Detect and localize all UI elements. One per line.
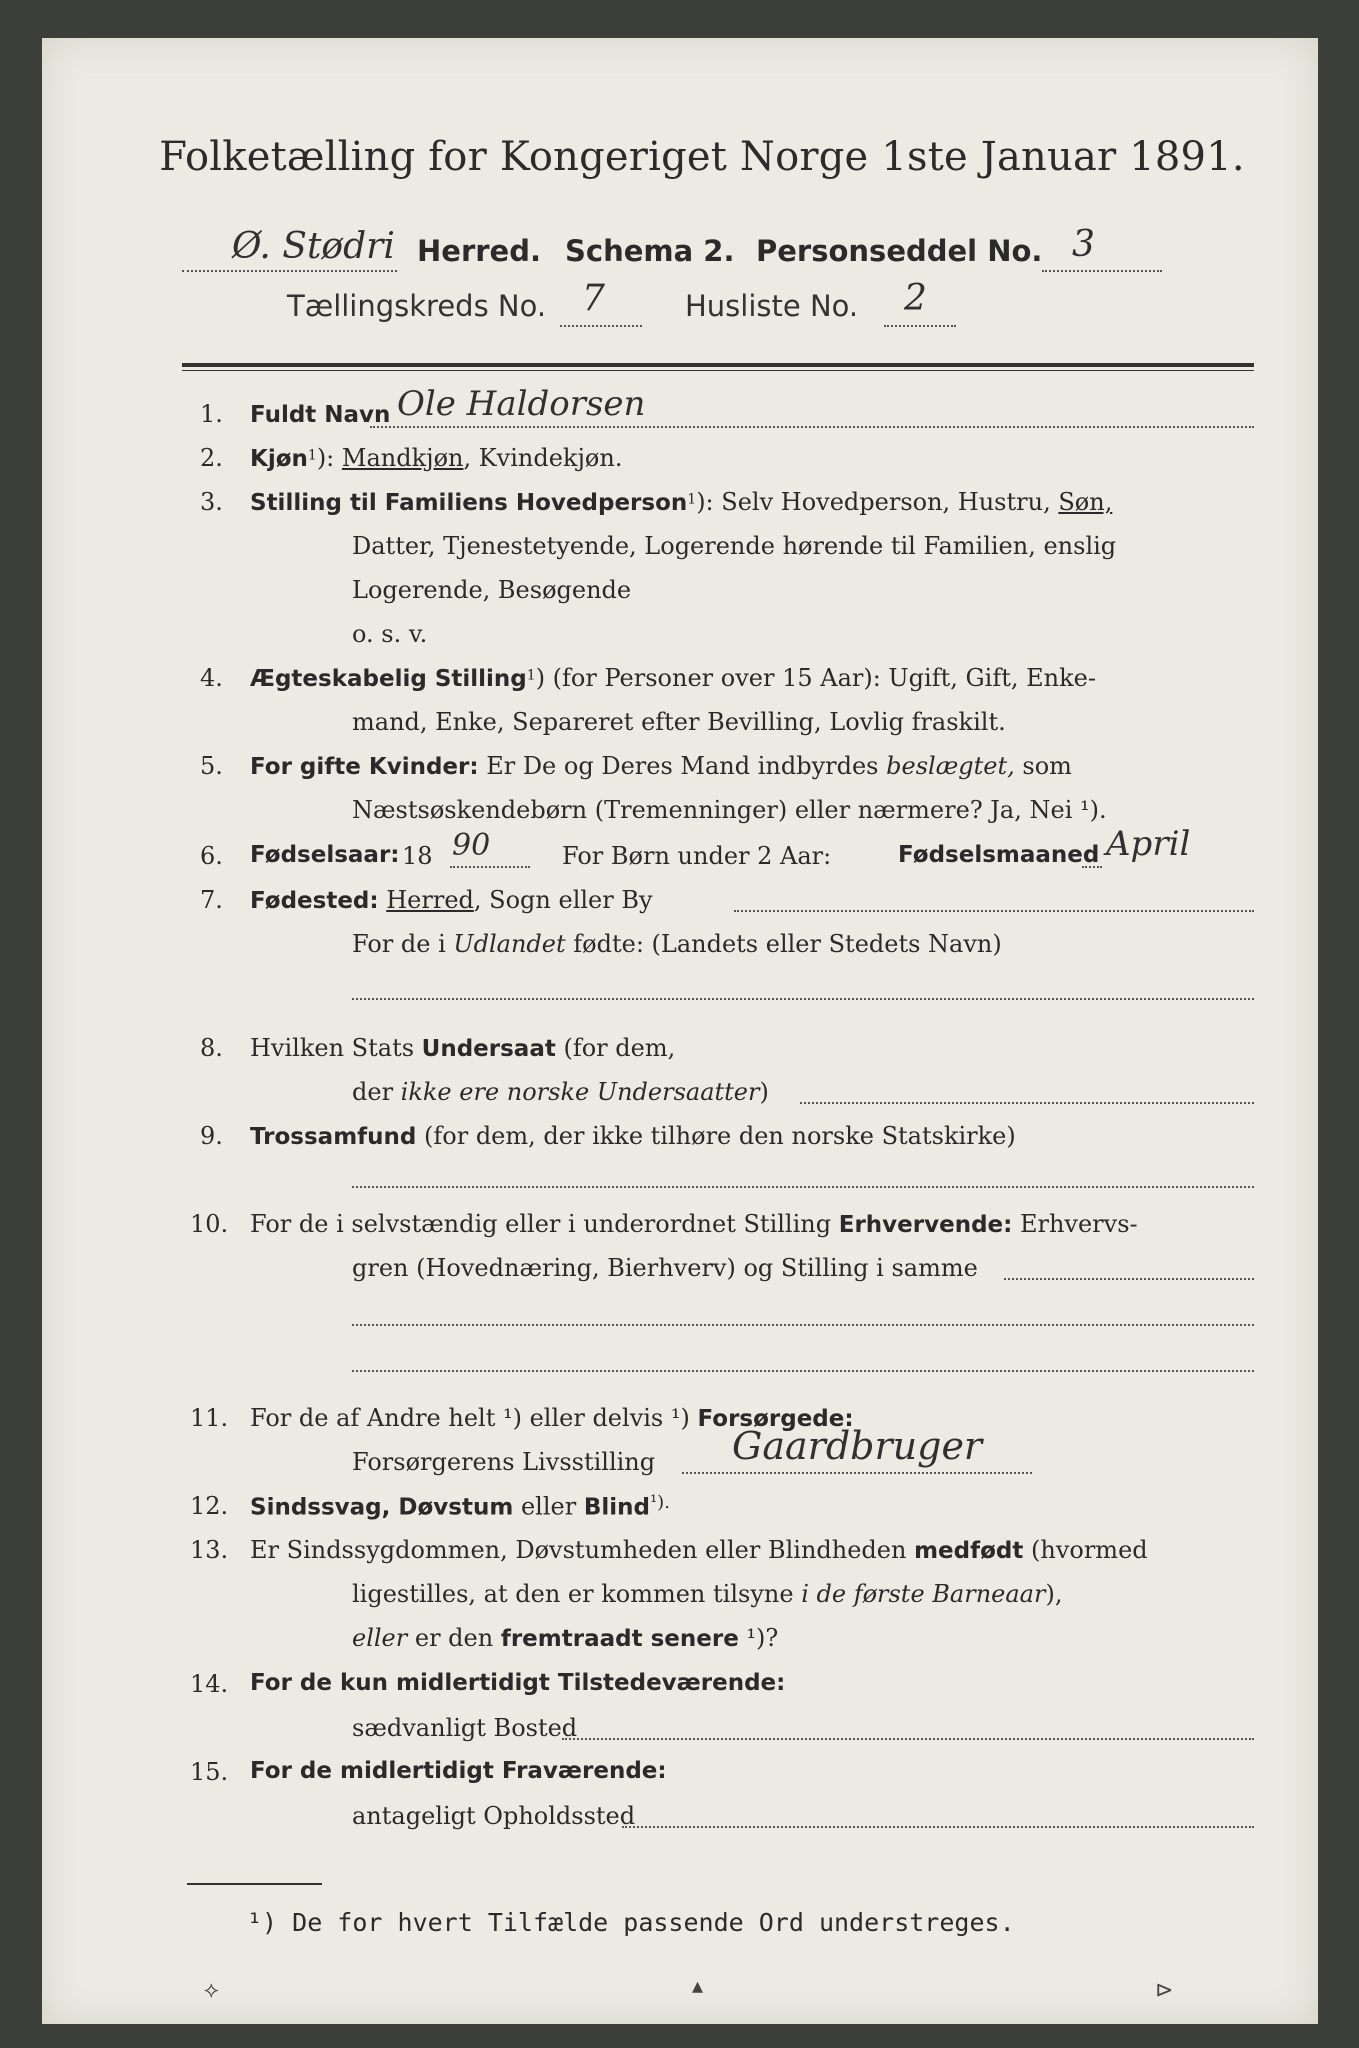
abroad-row: For de i Udlandet fødte: (Landets eller Stedets Navn) — [352, 930, 1002, 958]
occupation-dotted-line-1 — [1004, 1278, 1254, 1280]
abroad-dotted-line — [352, 998, 1254, 1000]
sex-sep: ): — [316, 444, 342, 472]
congenital-line2: ligestilles, at den er kommen tilsyne i de første Barneaar), — [352, 1580, 1063, 1608]
congenital-line3: eller er den fremtraadt senere ¹)? — [352, 1624, 779, 1652]
birth-year-prefix: 18 — [402, 842, 433, 870]
religion-label: Trossamfund — [250, 1124, 417, 1150]
full-name-value: Ole Haldorsen — [397, 384, 646, 424]
corner-mark-left-icon: ⟡ — [204, 1978, 219, 2003]
temp-present-label: For de kun midlertidigt Tilstedeværende: — [250, 1670, 786, 1696]
item-number: 5. — [200, 752, 223, 780]
occupation-dotted-line-2 — [352, 1324, 1254, 1326]
personseddel-dotted-line — [1042, 270, 1162, 272]
usual-residence-dotted-line — [562, 1738, 1254, 1740]
item-number: 14. — [190, 1670, 229, 1698]
item-number: 3. — [200, 488, 223, 516]
footnote: ¹) De for hvert Tilfælde passende Ord understreges. — [247, 1908, 1015, 1937]
citizenship-row: Hvilken Stats Undersaat (for dem, — [250, 1034, 676, 1062]
citizenship-dotted-line — [800, 1102, 1254, 1104]
corner-mark-center-icon: ▴ — [692, 1974, 704, 1999]
probable-location-label: antageligt Opholdssted — [352, 1802, 636, 1830]
position-line3: Logerende, Besøgende — [352, 576, 632, 604]
position-option-son: Søn, — [1058, 488, 1113, 516]
taellingskreds-value: 7 — [582, 278, 605, 319]
item-number: 2. — [200, 444, 223, 472]
position-line2: Datter, Tjenestetyende, Logerende hørende til Familien, enslig — [352, 532, 1117, 560]
birthplace-option-herred: Herred — [386, 886, 474, 914]
marital-options: ) (for Personer over 15 Aar): Ugift, Gift, Enke- — [535, 664, 1096, 692]
husliste-value: 2 — [904, 278, 927, 319]
personseddel-label: Personseddel No. — [756, 234, 1043, 268]
supporter-occupation-value: Gaardbruger — [732, 1424, 983, 1468]
marital-line2: mand, Enke, Separeret efter Bevilling, Lovlig fraskilt. — [352, 708, 1006, 736]
birth-month-intro: For Børn under 2 Aar: — [562, 842, 832, 870]
supporter-occupation-dotted-line — [682, 1472, 1032, 1474]
position-options: ): Selv Hovedperson, Hustru, — [696, 488, 1059, 516]
supporter-occupation-label: Forsørgerens Livsstilling — [352, 1448, 656, 1476]
taellingskreds-dotted-line — [560, 325, 642, 327]
item-number: 7. — [200, 886, 223, 914]
occupation-line2: gren (Hovednæring, Bierhverv) og Stilling i samme — [352, 1254, 978, 1282]
footnote-rule — [187, 1883, 322, 1885]
item-number: 4. — [200, 664, 223, 692]
congenital-row: Er Sindssygdommen, Døvstumheden eller Blindheden medfødt (hvormed — [250, 1536, 1148, 1564]
temp-absent-label: For de midlertidigt Fraværende: — [250, 1758, 667, 1784]
married-women-row: For gifte Kvinder: Er De og Deres Mand indbyrdes beslægtet, som — [250, 752, 1072, 780]
corner-mark-right-icon: ⊳ — [1155, 1978, 1174, 2003]
sex-row — [250, 444, 622, 472]
item-number: 15. — [190, 1758, 229, 1786]
item-number: 1. — [200, 400, 223, 428]
schema-label: Schema 2. — [565, 234, 735, 268]
herred-value: Ø. Stødri — [232, 226, 395, 267]
page-title: Folketælling for Kongeriget Norge 1ste Januar 1891. — [159, 134, 1245, 180]
sex-footnote-ref: 1 — [307, 447, 317, 464]
birth-month-label: Fødselsmaaned — [898, 842, 1100, 868]
usual-residence-label: sædvanligt Bosted — [352, 1714, 578, 1742]
husliste-label: Husliste No. — [685, 289, 859, 323]
item-number: 6. — [200, 842, 223, 870]
item-number: 10. — [190, 1210, 229, 1238]
married-women-line2: Næstsøskendebørn (Tremenninger) eller nærmere? Ja, Nei ¹). — [352, 796, 1107, 824]
position-line4: o. s. v. — [352, 620, 428, 648]
header-rule-thin — [182, 370, 1254, 371]
birth-month-dotted-line — [1082, 866, 1102, 868]
married-women-label: For gifte Kvinder: — [250, 754, 479, 780]
supported-row: For de af Andre helt ¹) eller delvis ¹) Forsørgede: — [250, 1404, 854, 1432]
birth-month-value: April — [1106, 824, 1191, 864]
herred-label: Herred. — [417, 234, 541, 268]
item-number: 13. — [190, 1536, 229, 1564]
sex-label: Kjøn — [250, 446, 308, 472]
disability-row: Sindssvag, Døvstum eller Blind¹). — [250, 1492, 670, 1521]
sex-option-male: Mandkjøn — [341, 444, 464, 472]
sex-option-rest: , Kvindekjøn. — [463, 444, 623, 472]
header-rule — [182, 363, 1254, 367]
marital-label: Ægteskabelig Stilling — [250, 666, 527, 692]
personseddel-value: 3 — [1072, 224, 1095, 265]
birthplace-dotted-line — [734, 910, 1254, 912]
occupation-row: For de i selvstændig eller i underordnet Stilling Erhvervende: Erhvervs- — [250, 1210, 1138, 1238]
position-label: Stilling til Familiens Hovedperson — [250, 490, 688, 516]
birth-year-value: 90 — [452, 828, 491, 863]
taellingskreds-label: Tællingskreds No. — [287, 289, 547, 323]
item-number: 9. — [200, 1122, 223, 1150]
marital-row: Ægteskabelig Stilling$^1$) (for Personer over 15 Aar): Ugift, Gift, Enke- — [250, 664, 1096, 692]
religion-dotted-line — [352, 1186, 1254, 1188]
religion-row: Trossamfund (for dem, der ikke tilhøre den norske Statskirke) — [250, 1122, 1016, 1150]
probable-location-dotted-line — [622, 1826, 1254, 1828]
birthplace-label: Fødested: — [250, 888, 379, 914]
item-number: 12. — [190, 1492, 229, 1520]
item-number: 11. — [190, 1404, 229, 1432]
item-number: 8. — [200, 1034, 223, 1062]
birth-year-label: Fødselsaar: — [250, 842, 400, 868]
birth-year-dotted-line — [450, 866, 530, 868]
citizenship-line2: der ikke ere norske Undersaatter) — [352, 1078, 769, 1106]
position-row: Stilling til Familiens Hovedperson$^1$): Selv Hovedperson, Hustru, Søn, — [250, 488, 1113, 516]
full-name-label: Fuldt Navn — [250, 402, 391, 428]
husliste-dotted-line — [884, 325, 956, 327]
birthplace-row: Fødested: Herred, Sogn eller By — [250, 886, 653, 914]
occupation-dotted-line-3 — [352, 1370, 1254, 1372]
full-name-dotted-line — [370, 426, 1254, 428]
herred-dotted-line — [182, 270, 397, 272]
census-form-page — [42, 38, 1318, 2024]
